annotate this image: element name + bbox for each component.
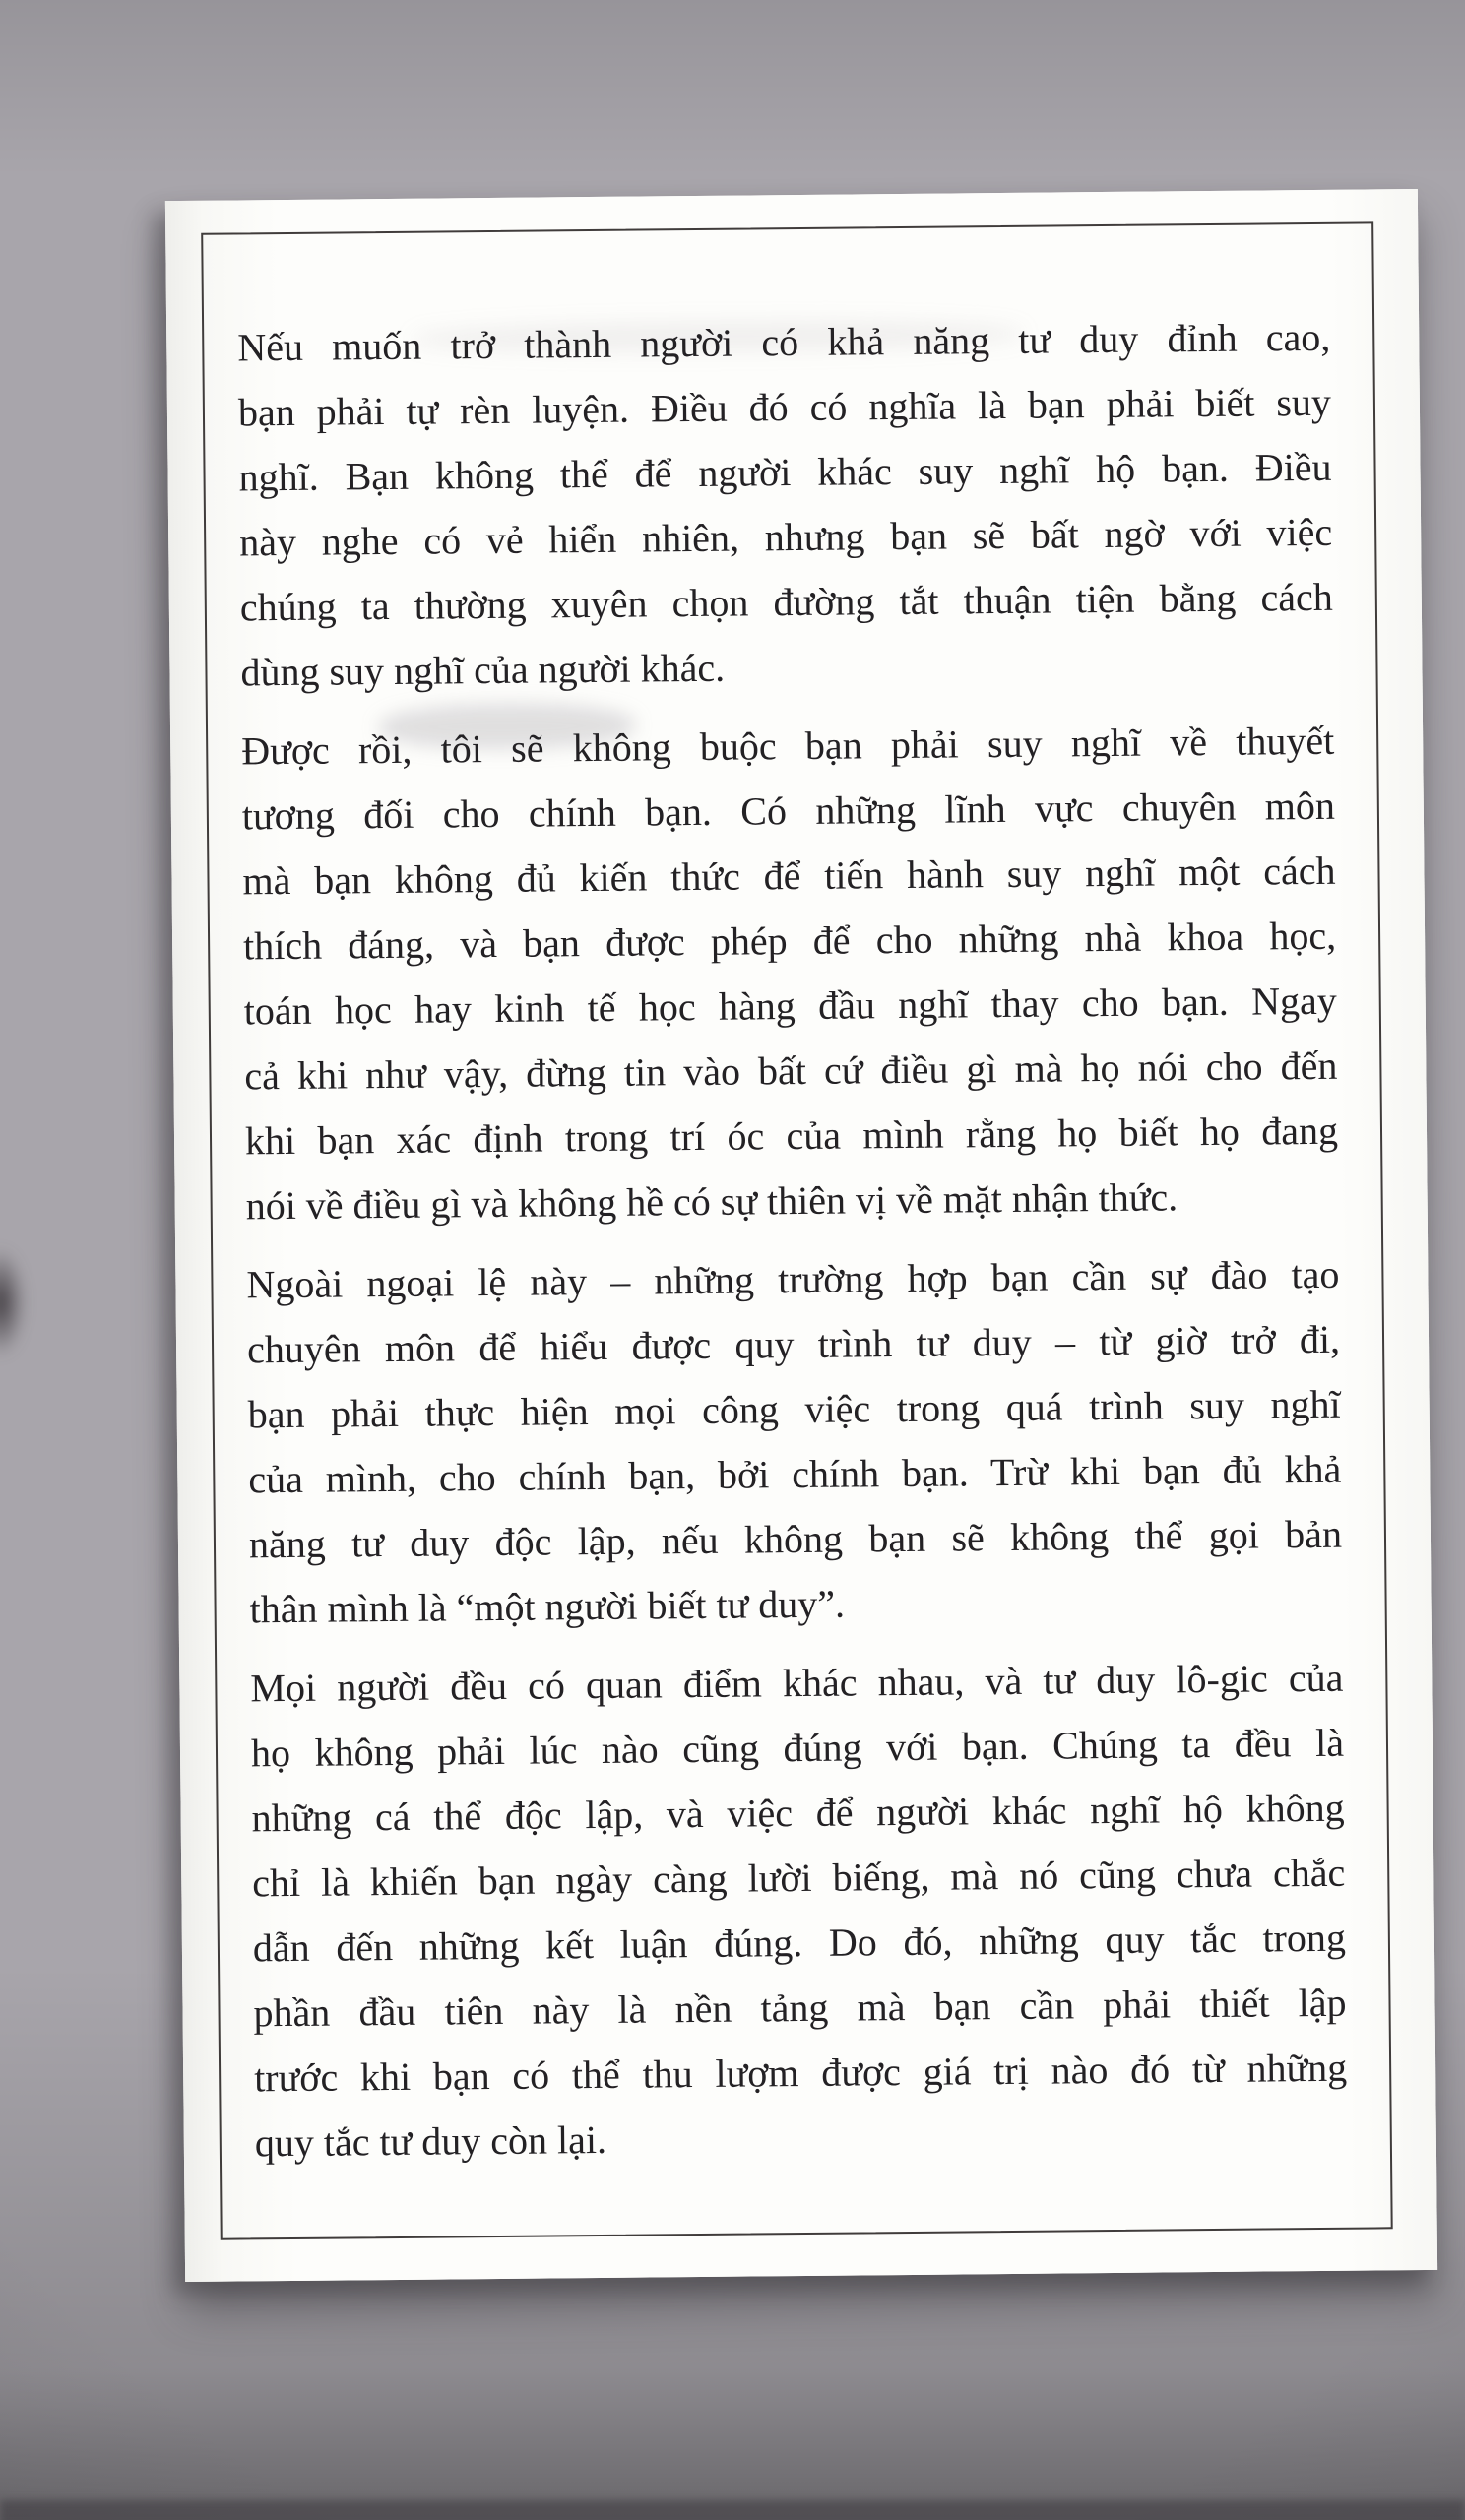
text-line: này nghe có vẻ hiển nhiên, nhưng bạn sẽ bất ngờ với việc	[238, 509, 1333, 565]
text-line: Mọi người đều có quan điểm khác nhau, và tư duy lô-gic của	[250, 1655, 1344, 1711]
paragraph-2	[241, 709, 1339, 1239]
text-line: của mình, cho chính bạn, bởi chính bạn. Trừ khi bạn đủ khả	[248, 1446, 1342, 1502]
text-line: trước khi bạn có thể thu lượm được giá trị nào đó từ những	[253, 2045, 1348, 2101]
left-edge-shadow-blob	[0, 1248, 26, 1356]
text-line: thân mình là “một người biết tư duy”.	[249, 1581, 846, 1632]
text-line: nói về điều gì và không hề có sự thiên vị về mặt nhận thức.	[245, 1174, 1178, 1228]
text-line: dẫn đến những kết luận đúng. Do đó, những quy tắc trong	[252, 1915, 1347, 1971]
text-line: thích đáng, và bạn được phép để cho những nhà khoa học,	[242, 913, 1337, 969]
paragraph-3	[246, 1242, 1343, 1643]
paragraph-4	[250, 1646, 1348, 2176]
photo-bottom-shadow	[0, 2500, 1465, 2520]
text-line: khi bạn xác định trong trí óc của mình rằng họ biết họ đang	[244, 1107, 1339, 1164]
text-line: Ngoài ngoại lệ này – những trường hợp bạn cần sự đào tạo	[246, 1251, 1340, 1307]
text-line: dùng suy nghĩ của người khác.	[240, 645, 726, 695]
text-line: nghĩ. Bạn không thể để người khác suy nghĩ hộ bạn. Điều	[238, 444, 1332, 500]
text-line: chỉ là khiến bạn ngày càng lười biếng, mà nó cũng chưa chắc	[252, 1850, 1346, 1906]
text-line: mà bạn không đủ kiến thức để tiến hành suy nghĩ một cách	[242, 848, 1336, 904]
text-line: tương đối cho chính bạn. Có những lĩnh vực chuyên môn	[241, 783, 1336, 839]
text-line: họ không phải lúc nào cũng đúng với bạn. Chúng ta đều là	[250, 1720, 1345, 1776]
text-line: năng tư duy độc lập, nếu không bạn sẽ không thể gọi bản	[248, 1511, 1343, 1567]
text-line: bạn phải thực hiện mọi công việc trong quá trình suy nghĩ	[247, 1381, 1341, 1437]
text-line: quy tắc tư duy còn lại.	[254, 2116, 607, 2166]
text-line: bạn phải tự rèn luyện. Điều đó có nghĩa là bạn phải biết suy	[237, 379, 1332, 435]
text-line: toán học hay kinh tế học hàng đầu nghĩ thay cho bạn. Ngay	[243, 977, 1337, 1034]
text-line: Được rồi, tôi sẽ không buộc bạn phải suy nghĩ về thuyết	[241, 718, 1335, 774]
text-line: chúng ta thường xuyên chọn đường tắt thuận tiện bằng cách	[239, 574, 1334, 630]
body-text	[237, 305, 1348, 2176]
paragraph-1	[237, 305, 1334, 706]
text-line: những cá thể độc lập, và việc để người khác nghĩ hộ không	[251, 1785, 1345, 1841]
text-line: Nếu muốn trở thành người có khả năng tư duy đỉnh cao,	[237, 314, 1331, 370]
book-page	[165, 189, 1437, 2282]
text-line: chuyên môn để hiểu được quy trình tư duy – từ giờ trở đi,	[246, 1316, 1341, 1372]
text-line: cả khi như vậy, đừng tin vào bất cứ điều gì mà họ nói cho đến	[244, 1042, 1338, 1099]
text-line: phần đầu tiên này là nền tảng mà bạn cần phải thiết lập	[253, 1980, 1347, 2036]
